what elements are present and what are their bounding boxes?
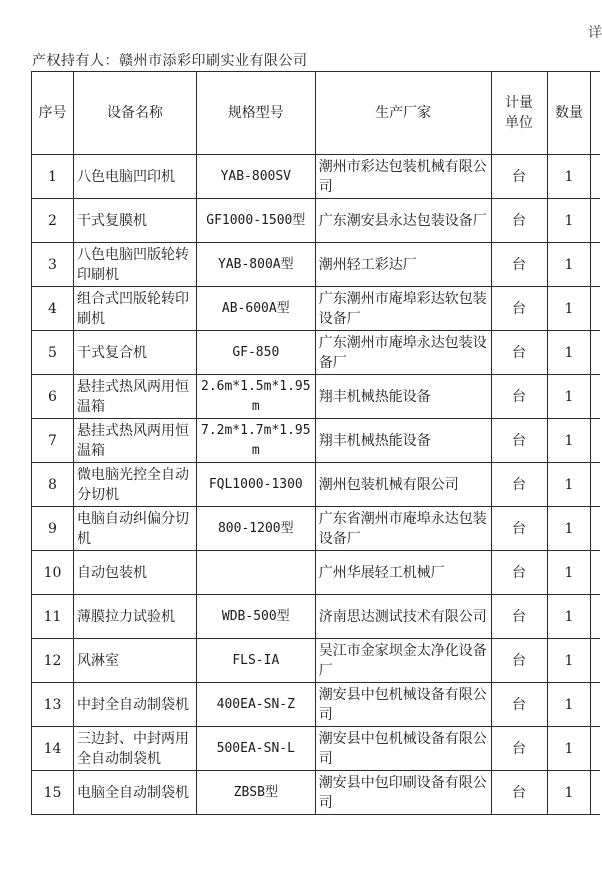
equipment-name-cell: 电脑自动纠偏分切机 — [73, 507, 196, 551]
row-number-cell: 2 — [32, 199, 74, 243]
unit-cell: 台 — [491, 551, 547, 595]
unit-cell: 台 — [491, 155, 547, 199]
manufacturer-cell: 潮安县中包印刷设备有限公司 — [315, 771, 491, 815]
unit-cell: 台 — [491, 287, 547, 331]
header-spec-model: 规格型号 — [196, 72, 315, 155]
spec-model-cell: FQL1000-1300 — [196, 463, 315, 507]
quantity-cell: 1 — [547, 463, 591, 507]
unit-cell: 台 — [491, 243, 547, 287]
equipment-name-cell: 电脑全自动制袋机 — [73, 771, 196, 815]
cropped-column-cell — [591, 287, 600, 331]
equipment-name-cell: 三边封、中封两用全自动制袋机 — [73, 727, 196, 771]
table-row — [32, 155, 601, 199]
spec-model-cell: ZBSB型 — [196, 771, 315, 815]
quantity-cell: 1 — [547, 683, 591, 727]
table-row — [32, 595, 601, 639]
header-equipment-name: 设备名称 — [73, 72, 196, 155]
row-number-cell: 12 — [32, 639, 74, 683]
equipment-name-cell: 悬挂式热风两用恒温箱 — [73, 375, 196, 419]
table-row — [32, 727, 601, 771]
spec-model-cell: AB-600A型 — [196, 287, 315, 331]
quantity-cell: 1 — [547, 331, 591, 375]
manufacturer-cell: 广东省潮州市庵埠永达包装设备厂 — [315, 507, 491, 551]
cropped-column-cell — [591, 419, 600, 463]
cropped-column-cell — [591, 331, 600, 375]
unit-cell: 台 — [491, 595, 547, 639]
spec-model-cell: 2.6m*1.5m*1.95m — [196, 375, 315, 419]
quantity-cell: 1 — [547, 771, 591, 815]
quantity-cell: 1 — [547, 551, 591, 595]
cropped-column-cell — [591, 507, 600, 551]
row-number-cell: 7 — [32, 419, 74, 463]
manufacturer-cell: 翔丰机械热能设备 — [315, 419, 491, 463]
row-number-cell: 4 — [32, 287, 74, 331]
quantity-cell: 1 — [547, 375, 591, 419]
cropped-column-cell — [591, 551, 600, 595]
header-no: 序号 — [32, 72, 74, 155]
unit-cell: 台 — [491, 639, 547, 683]
header-cropped-column — [591, 72, 600, 155]
header-manufacturer: 生产厂家 — [315, 72, 491, 155]
spec-model-cell: GF-850 — [196, 331, 315, 375]
quantity-cell: 1 — [547, 727, 591, 771]
spec-model-cell: 500EA-SN-L — [196, 727, 315, 771]
quantity-cell: 1 — [547, 287, 591, 331]
cropped-column-cell — [591, 771, 600, 815]
quantity-cell: 1 — [547, 507, 591, 551]
unit-cell: 台 — [491, 463, 547, 507]
cropped-column-cell — [591, 595, 600, 639]
row-number-cell: 15 — [32, 771, 74, 815]
table-row — [32, 551, 601, 595]
spec-model-cell: 800-1200型 — [196, 507, 315, 551]
quantity-cell: 1 — [547, 595, 591, 639]
equipment-name-cell: 风淋室 — [73, 639, 196, 683]
equipment-name-cell: 干式复合机 — [73, 331, 196, 375]
row-number-cell: 10 — [32, 551, 74, 595]
manufacturer-cell: 济南思达测试技术有限公司 — [315, 595, 491, 639]
quantity-cell: 1 — [547, 639, 591, 683]
manufacturer-cell: 潮安县中包机械设备有限公司 — [315, 727, 491, 771]
equipment-name-cell: 八色电脑凹版轮转印刷机 — [73, 243, 196, 287]
table-row — [32, 463, 601, 507]
unit-cell: 台 — [491, 683, 547, 727]
equipment-name-cell: 中封全自动制袋机 — [73, 683, 196, 727]
manufacturer-cell: 潮州包装机械有限公司 — [315, 463, 491, 507]
manufacturer-cell: 潮州轻工彩达厂 — [315, 243, 491, 287]
manufacturer-cell: 吴江市金家坝金太净化设备厂 — [315, 639, 491, 683]
manufacturer-cell: 潮安县中包机械设备有限公司 — [315, 683, 491, 727]
table-row — [32, 639, 601, 683]
unit-cell: 台 — [491, 507, 547, 551]
spec-model-cell: GF1000-1500型 — [196, 199, 315, 243]
spec-model-cell: YAB-800SV — [196, 155, 315, 199]
header-unit: 计量 单位 — [491, 72, 547, 155]
cropped-column-cell — [591, 199, 600, 243]
equipment-table — [31, 71, 600, 815]
manufacturer-cell: 广州华展轻工机械厂 — [315, 551, 491, 595]
equipment-name-cell: 薄膜拉力试验机 — [73, 595, 196, 639]
cropped-column-cell — [591, 243, 600, 287]
equipment-name-cell: 微电脑光控全自动分切机 — [73, 463, 196, 507]
table-row — [32, 771, 601, 815]
unit-cell: 台 — [491, 727, 547, 771]
quantity-cell: 1 — [547, 199, 591, 243]
quantity-cell: 1 — [547, 155, 591, 199]
cropped-column-cell — [591, 727, 600, 771]
table-header-row — [32, 72, 601, 155]
table-row — [32, 683, 601, 727]
row-number-cell: 6 — [32, 375, 74, 419]
page-corner-mark: 详 — [588, 25, 602, 41]
row-number-cell: 5 — [32, 331, 74, 375]
row-number-cell: 13 — [32, 683, 74, 727]
equipment-name-cell: 自动包装机 — [73, 551, 196, 595]
table-row — [32, 507, 601, 551]
unit-cell: 台 — [491, 331, 547, 375]
manufacturer-cell: 广东潮州市庵埠永达包装设备厂 — [315, 331, 491, 375]
cropped-column-cell — [591, 639, 600, 683]
unit-cell: 台 — [491, 199, 547, 243]
cropped-column-cell — [591, 463, 600, 507]
cropped-column-cell — [591, 375, 600, 419]
equipment-name-cell: 组合式凹版轮转印刷机 — [73, 287, 196, 331]
spec-model-cell: FLS-IA — [196, 639, 315, 683]
row-number-cell: 1 — [32, 155, 74, 199]
spec-model-cell: WDB-500型 — [196, 595, 315, 639]
spec-model-cell: 400EA-SN-Z — [196, 683, 315, 727]
cropped-column-cell — [591, 683, 600, 727]
equipment-name-cell: 干式复膜机 — [73, 199, 196, 243]
table-body — [32, 155, 601, 815]
table-row — [32, 243, 601, 287]
manufacturer-cell: 潮州市彩达包装机械有限公司 — [315, 155, 491, 199]
table-row — [32, 419, 601, 463]
spec-model-cell: YAB-800A型 — [196, 243, 315, 287]
row-number-cell: 14 — [32, 727, 74, 771]
equipment-name-cell: 八色电脑凹印机 — [73, 155, 196, 199]
cropped-column-cell — [591, 155, 600, 199]
table-row — [32, 199, 601, 243]
row-number-cell: 3 — [32, 243, 74, 287]
unit-cell: 台 — [491, 375, 547, 419]
spec-model-cell: 7.2m*1.7m*1.95m — [196, 419, 315, 463]
manufacturer-cell: 翔丰机械热能设备 — [315, 375, 491, 419]
spec-model-cell — [196, 551, 315, 595]
table-row — [32, 375, 601, 419]
unit-cell: 台 — [491, 771, 547, 815]
manufacturer-cell: 广东潮安县永达包装设备厂 — [315, 199, 491, 243]
property-owner-line: 产权持有人：赣州市添彩印刷实业有限公司 — [32, 53, 308, 69]
header-quantity: 数量 — [547, 72, 591, 155]
quantity-cell: 1 — [547, 243, 591, 287]
equipment-name-cell: 悬挂式热风两用恒温箱 — [73, 419, 196, 463]
row-number-cell: 9 — [32, 507, 74, 551]
quantity-cell: 1 — [547, 419, 591, 463]
row-number-cell: 8 — [32, 463, 74, 507]
unit-cell: 台 — [491, 419, 547, 463]
table-row — [32, 287, 601, 331]
table-row — [32, 331, 601, 375]
manufacturer-cell: 广东潮州市庵埠彩达软包装设备厂 — [315, 287, 491, 331]
row-number-cell: 11 — [32, 595, 74, 639]
